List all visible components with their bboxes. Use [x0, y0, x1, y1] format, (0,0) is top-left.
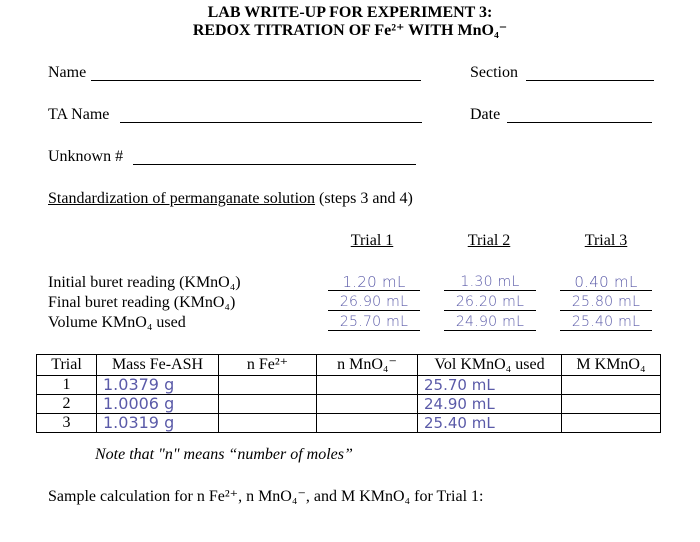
standardization-heading-main: Standardization of permanganate solution	[48, 190, 316, 207]
vol-cell[interactable]: 24.90 mL	[418, 395, 562, 414]
trial-cell: 2	[37, 395, 97, 414]
volume-trial-3[interactable]: 25.40 mL	[560, 314, 652, 331]
results-table	[36, 354, 661, 433]
section-field[interactable]	[526, 80, 654, 81]
initial-trial-1[interactable]: 1.20 mL	[328, 274, 420, 291]
header-m-kmno4: M KMnO₄	[562, 355, 661, 376]
header-n-mno4: n MnO₄⁻	[317, 355, 418, 376]
initial-trial-3[interactable]: 0.40 mL	[560, 274, 652, 291]
ta-name-label: TA Name	[48, 106, 110, 123]
trial-3-heading: Trial 3	[584, 232, 628, 249]
initial-trial-2[interactable]: 1.30 mL	[444, 274, 536, 291]
header-vol: Vol KMnO₄ used	[418, 355, 562, 376]
sample-calculation-prompt: Sample calculation for n Fe²⁺, n MnO₄⁻, and M KMnO₄ for Trial 1:	[48, 488, 484, 505]
final-buret-label: Final buret reading (KMnO₄)	[48, 294, 236, 311]
table-header-row	[37, 355, 661, 376]
volume-trial-1[interactable]: 25.70 mL	[328, 314, 420, 331]
mass-cell[interactable]: 1.0319 g	[97, 414, 219, 433]
title-line-1: LAB WRITE-UP FOR EXPERIMENT 3:	[207, 4, 493, 21]
vol-cell[interactable]: 25.40 mL	[418, 414, 562, 433]
mass-cell[interactable]: 1.0006 g	[97, 395, 219, 414]
name-field[interactable]	[91, 80, 421, 81]
m-kmno4-cell[interactable]	[562, 395, 661, 414]
m-kmno4-cell[interactable]	[562, 414, 661, 433]
final-trial-3[interactable]: 25.80 mL	[560, 294, 652, 311]
section-label: Section	[470, 64, 518, 81]
trial-1-heading: Trial 1	[350, 232, 394, 249]
n-mno4-cell[interactable]	[317, 395, 418, 414]
date-label: Date	[470, 106, 501, 123]
n-mno4-cell[interactable]	[317, 414, 418, 433]
name-label: Name	[48, 64, 87, 81]
unknown-field[interactable]	[133, 164, 416, 165]
volume-used-label: Volume KMnO₄ used	[48, 314, 186, 331]
header-trial: Trial	[37, 355, 97, 376]
date-field[interactable]	[507, 122, 652, 123]
initial-buret-label: Initial buret reading (KMnO₄)	[48, 274, 241, 291]
m-kmno4-cell[interactable]	[562, 376, 661, 395]
standardization-heading-steps: (steps 3 and 4)	[315, 190, 413, 207]
final-trial-1[interactable]: 26.90 mL	[328, 294, 420, 311]
volume-trial-2[interactable]: 24.90 mL	[444, 314, 536, 331]
trial-cell: 3	[37, 414, 97, 433]
header-n-fe: n Fe²⁺	[219, 355, 317, 376]
n-mno4-cell[interactable]	[317, 376, 418, 395]
table-row	[37, 414, 661, 433]
table-row	[37, 395, 661, 414]
trial-2-heading: Trial 2	[467, 232, 511, 249]
moles-note: Note that "n" means “number of moles”	[95, 446, 353, 463]
final-trial-2[interactable]: 26.20 mL	[444, 294, 536, 311]
table-row	[37, 376, 661, 395]
unknown-label: Unknown #	[48, 148, 124, 165]
n-fe-cell[interactable]	[219, 376, 317, 395]
standardization-heading	[48, 190, 413, 208]
ta-name-field[interactable]	[120, 122, 422, 123]
trial-cell: 1	[37, 376, 97, 395]
mass-cell[interactable]: 1.0379 g	[97, 376, 219, 395]
vol-cell[interactable]: 25.70 mL	[418, 376, 562, 395]
n-fe-cell[interactable]	[219, 395, 317, 414]
n-fe-cell[interactable]	[219, 414, 317, 433]
header-mass: Mass Fe-ASH	[97, 355, 219, 376]
title-line-2: REDOX TITRATION OF Fe²⁺ WITH MnO₄⁻	[192, 22, 508, 39]
